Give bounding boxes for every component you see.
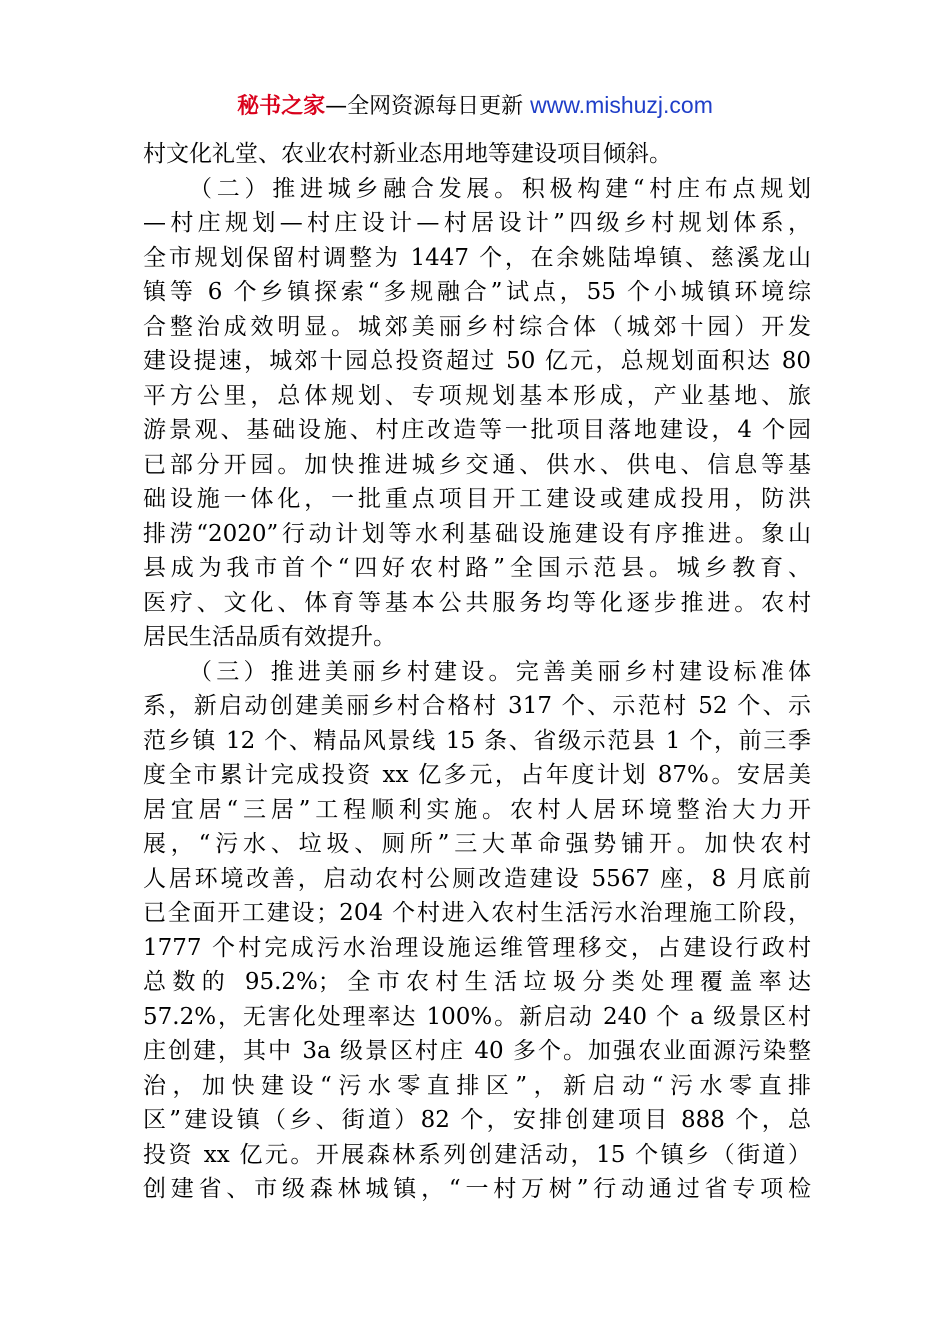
text-line: 镇等 6 个乡镇探索“多规融合”试点，55 个小城镇环境综 <box>143 279 811 305</box>
text-line: 治，加快建设“污水零直排区”，新启动“污水零直排 <box>143 1072 811 1099</box>
brand-name: 秘书之家 <box>237 94 326 119</box>
text-line: 范乡镇 12 个、精品风景线 15 条、省级示范县 1 个，前三季 <box>143 727 811 754</box>
text-line: 居宜居“三居”工程顺利实施。农村人居环境整治大力开 <box>143 796 811 823</box>
text-line: 创建省、市级森林城镇，“一村万树”行动通过省专项检 <box>143 1176 811 1202</box>
text-line: 投资 xx 亿元。开展森林系列创建活动，15 个镇乡（街道） <box>143 1141 811 1168</box>
document-body <box>143 137 811 1207</box>
text-line: 排涝“2020”行动计划等水利基础设施建设有序推进。象山 <box>143 520 811 547</box>
text-line: 1777 个村完成污水治理设施运维管理移交，占建设行政村 <box>143 934 811 961</box>
header-tagline: —全网资源每日更新 <box>325 94 531 119</box>
text-line: 庄创建，其中 3a 级景区村庄 40 多个。加强农业面源污染整 <box>143 1038 811 1064</box>
text-line: 全市规划保留村调整为 1447 个，在余姚陆埠镇、慈溪龙山 <box>143 244 811 271</box>
text-line: 系，新启动创建美丽乡村合格村 317 个、示范村 52 个、示 <box>143 693 811 719</box>
text-line: 村文化礼堂、农业农村新业态用地等建设项目倾斜。 <box>143 141 672 167</box>
text-line: 居民生活品质有效提升。 <box>143 624 396 650</box>
text-line: —村庄规划—村庄设计—村居设计”四级乡村规划体系， <box>143 210 811 236</box>
text-line: 已部分开园。加快推进城乡交通、供水、供电、信息等基 <box>143 451 811 478</box>
text-line: 游景观、基础设施、村庄改造等一批项目落地建设，4 个园 <box>143 417 811 443</box>
website-link[interactable]: www.mishuzj.com <box>530 92 713 118</box>
text-line: 础设施一体化，一批重点项目开工建设或建成投用，防洪 <box>143 486 811 512</box>
text-line: 县成为我市首个“四好农村路”全国示范县。城乡教育、 <box>143 555 811 581</box>
text-line: 展，“污水、垃圾、厕所”三大革命强势铺开。加快农村 <box>143 831 811 857</box>
text-line: 57.2%，无害化处理率达 100%。新启动 240 个 a 级景区村 <box>143 1003 811 1030</box>
text-line: 医疗、文化、体育等基本公共服务均等化逐步推进。农村 <box>143 589 811 616</box>
text-line: 度全市累计完成投资 xx 亿多元，占年度计划 87%。安居美 <box>143 762 811 788</box>
text-line: 平方公里，总体规划、专项规划基本形成，产业基地、旅 <box>143 382 811 409</box>
text-line: 已全面开工建设；204 个村进入农村生活污水治理施工阶段， <box>143 900 811 926</box>
text-line: 人居环境改善，启动农村公厕改造建设 5567 座，8 月底前 <box>143 865 811 892</box>
text-line: 建设提速，城郊十园总投资超过 50 亿元，总规划面积达 80 <box>143 348 811 374</box>
section-heading-line: （二）推进城乡融合发展。积极构建“村庄布点规划 <box>189 175 811 202</box>
section-heading-line: （三）推进美丽乡村建设。完善美丽乡村建设标准体 <box>189 658 811 685</box>
text-line: 区”建设镇（乡、街道）82 个，安排创建项目 888 个，总 <box>143 1107 811 1133</box>
text-line: 合整治成效明显。城郊美丽乡村综合体（城郊十园）开发 <box>143 313 811 340</box>
watermark-header <box>0 88 950 124</box>
text-line: 总数的 95.2%；全市农村生活垃圾分类处理覆盖率达 <box>143 969 811 995</box>
